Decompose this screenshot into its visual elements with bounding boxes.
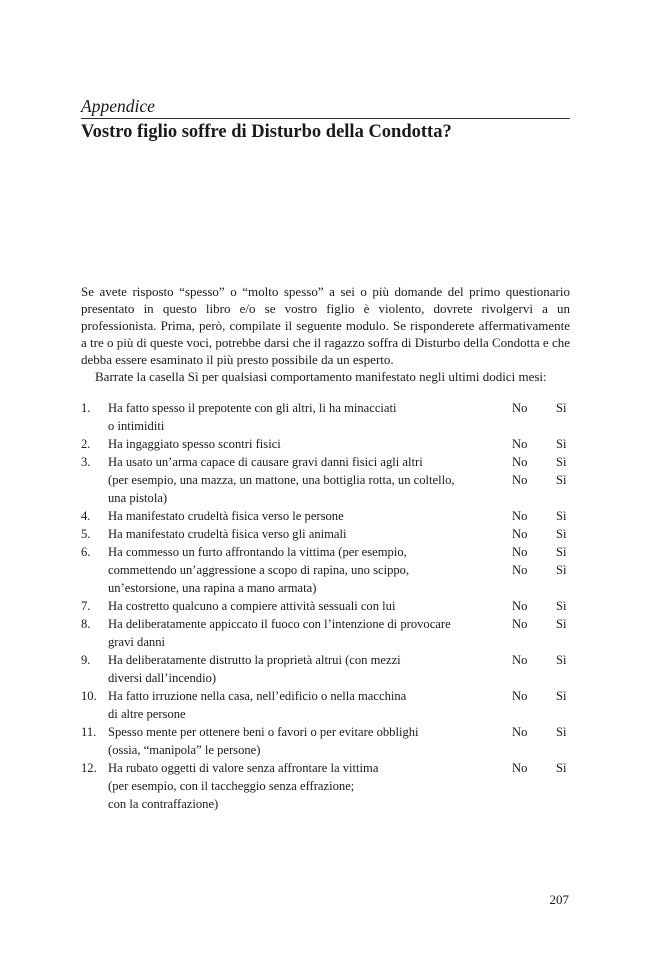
item-text-line: o intimiditi — [108, 419, 165, 433]
item-number: 4. — [81, 509, 91, 523]
instruction-paragraph: Barrate la casella Sì per qualsiasi comportamento manifestato negli ultimi dodici mesi: — [95, 369, 547, 384]
item-text — [108, 651, 512, 687]
item-text — [108, 507, 512, 525]
item-text-line: con la contraffazione) — [108, 797, 219, 811]
item-text-line: (ossia, “manipola” le persone) — [108, 743, 261, 757]
answer-yes-checkbox[interactable]: Sì — [556, 653, 567, 667]
answer-yes-checkbox[interactable]: Sì — [556, 509, 567, 523]
answer-no-checkbox[interactable]: No — [512, 761, 528, 775]
answer-options — [512, 597, 570, 615]
list-item — [81, 651, 570, 687]
list-item — [81, 525, 570, 543]
answer-row — [512, 597, 570, 615]
answer-options — [512, 507, 570, 525]
item-number: 9. — [81, 653, 91, 667]
list-item — [81, 543, 570, 597]
item-text-line: Ha rubato oggetti di valore senza affrontare la vittima — [108, 761, 379, 775]
answer-options — [512, 525, 570, 543]
section-label: Appendice — [81, 96, 155, 116]
answer-options — [512, 453, 570, 507]
answer-no-checkbox[interactable]: No — [512, 437, 528, 451]
item-text — [108, 687, 512, 723]
page-title: Vostro figlio soffre di Disturbo della Condotta? — [81, 122, 452, 142]
item-text-line: Ha manifestato crudeltà fisica verso gli animali — [108, 527, 347, 541]
answer-yes-checkbox[interactable]: Sì — [556, 761, 567, 775]
item-text-line: Ha costretto qualcuno a compiere attività sessuali con lui — [108, 599, 396, 613]
item-text-line: un’estorsione, una rapina a mano armata) — [108, 581, 317, 595]
item-text-line: Spesso mente per ottenere beni o favori o per evitare obblighi — [108, 725, 419, 739]
item-text-line: (per esempio, con il taccheggio senza effrazione; — [108, 779, 355, 793]
answer-yes-checkbox[interactable]: Sì — [556, 617, 567, 631]
list-item — [81, 435, 570, 453]
item-text-line: Ha deliberatamente appiccato il fuoco con l’intenzione di provocare — [108, 617, 451, 631]
answer-row — [512, 453, 570, 471]
item-text-line: gravi danni — [108, 635, 166, 649]
item-text-line: Ha fatto spesso il prepotente con gli altri, li ha minacciati — [108, 401, 397, 415]
answer-row — [512, 507, 570, 525]
item-text-line: Ha manifestato crudeltà fisica verso le persone — [108, 509, 344, 523]
item-number: 3. — [81, 455, 91, 469]
item-text-line: (per esempio, una mazza, un mattone, una bottiglia rotta, un coltello, — [108, 473, 455, 487]
item-text — [108, 615, 512, 651]
answer-no-checkbox[interactable]: No — [512, 563, 528, 577]
answer-row — [512, 435, 570, 453]
item-number: 8. — [81, 617, 91, 631]
item-text — [108, 759, 512, 813]
answer-yes-checkbox[interactable]: Sì — [556, 473, 567, 487]
answer-no-checkbox[interactable]: No — [512, 725, 528, 739]
answer-yes-checkbox[interactable]: Sì — [556, 563, 567, 577]
item-number: 12. — [81, 761, 97, 775]
answer-row — [512, 723, 570, 741]
item-text — [108, 543, 512, 597]
item-text-line: Ha ingaggiato spesso scontri fisici — [108, 437, 281, 451]
answer-row — [512, 399, 570, 417]
item-number: 5. — [81, 527, 91, 541]
answer-no-checkbox[interactable]: No — [512, 653, 528, 667]
item-text — [108, 453, 512, 507]
intro-paragraph: Se avete risposto “spesso” o “molto spesso” a sei o più domande del primo questionario presentato in questo libro e/o se vostro figlio è violento, dovrete rivolgervi a un professionista. Prima, però, compilate il seguente modulo. Se risponderete affermativamente a tre o più di queste voci, potrebbe darsi che il ragazzo soffra di Disturbo della Condotta e che debba essere esaminato il più presto possibile da un esperto. — [81, 284, 570, 367]
answer-row — [512, 759, 570, 777]
answer-no-checkbox[interactable]: No — [512, 599, 528, 613]
item-text-line: di altre persone — [108, 707, 186, 721]
answer-yes-checkbox[interactable]: Sì — [556, 437, 567, 451]
answer-no-checkbox[interactable]: No — [512, 401, 528, 415]
answer-row — [512, 525, 570, 543]
list-item — [81, 687, 570, 723]
intro-text — [81, 283, 570, 385]
answer-yes-checkbox[interactable]: Sì — [556, 527, 567, 541]
answer-no-checkbox[interactable]: No — [512, 455, 528, 469]
answer-options — [512, 759, 570, 813]
item-text-line: Ha deliberatamente distrutto la proprietà altrui (con mezzi — [108, 653, 401, 667]
answer-row — [512, 561, 570, 579]
item-text — [108, 597, 512, 615]
list-item — [81, 615, 570, 651]
item-number: 1. — [81, 401, 91, 415]
answer-row — [512, 543, 570, 561]
item-text — [108, 723, 512, 759]
answer-options — [512, 399, 570, 435]
answer-no-checkbox[interactable]: No — [512, 509, 528, 523]
answer-options — [512, 687, 570, 723]
answer-no-checkbox[interactable]: No — [512, 617, 528, 631]
answer-yes-checkbox[interactable]: Sì — [556, 455, 567, 469]
item-text-line: diversi dall’incendio) — [108, 671, 217, 685]
item-text-line: una pistola) — [108, 491, 168, 505]
answer-yes-checkbox[interactable]: Sì — [556, 689, 567, 703]
answer-no-checkbox[interactable]: No — [512, 473, 528, 487]
answer-row — [512, 471, 570, 489]
answer-options — [512, 435, 570, 453]
item-text-line: Ha commesso un furto affrontando la vittima (per esempio, — [108, 545, 407, 559]
item-text-line: commettendo un’aggressione a scopo di rapina, uno scippo, — [108, 563, 410, 577]
answer-options — [512, 651, 570, 687]
item-number: 11. — [81, 725, 97, 739]
list-item — [81, 399, 570, 435]
list-item — [81, 723, 570, 759]
answer-row — [512, 615, 570, 633]
answer-yes-checkbox[interactable]: Sì — [556, 599, 567, 613]
item-number: 6. — [81, 545, 91, 559]
item-text — [108, 399, 512, 435]
header-rule — [81, 118, 570, 119]
page-content — [81, 96, 570, 813]
answer-row — [512, 651, 570, 669]
answer-yes-checkbox[interactable]: Sì — [556, 545, 567, 559]
list-item — [81, 759, 570, 813]
questionnaire-list — [81, 399, 570, 813]
list-item — [81, 507, 570, 525]
item-text-line: Ha usato un’arma capace di causare gravi danni fisici agli altri — [108, 455, 423, 469]
list-item — [81, 597, 570, 615]
answer-options — [512, 615, 570, 651]
item-text — [108, 525, 512, 543]
answer-no-checkbox[interactable]: No — [512, 527, 528, 541]
list-item — [81, 453, 570, 507]
item-number: 7. — [81, 599, 91, 613]
answer-no-checkbox[interactable]: No — [512, 545, 528, 559]
item-text — [108, 435, 512, 453]
page-number: 207 — [549, 892, 569, 907]
item-number: 10. — [81, 689, 97, 703]
answer-options — [512, 543, 570, 597]
answer-yes-checkbox[interactable]: Sì — [556, 401, 567, 415]
item-text-line: Ha fatto irruzione nella casa, nell’edificio o nella macchina — [108, 689, 407, 703]
answer-no-checkbox[interactable]: No — [512, 689, 528, 703]
item-number: 2. — [81, 437, 91, 451]
answer-row — [512, 687, 570, 705]
answer-options — [512, 723, 570, 759]
answer-yes-checkbox[interactable]: Sì — [556, 725, 567, 739]
